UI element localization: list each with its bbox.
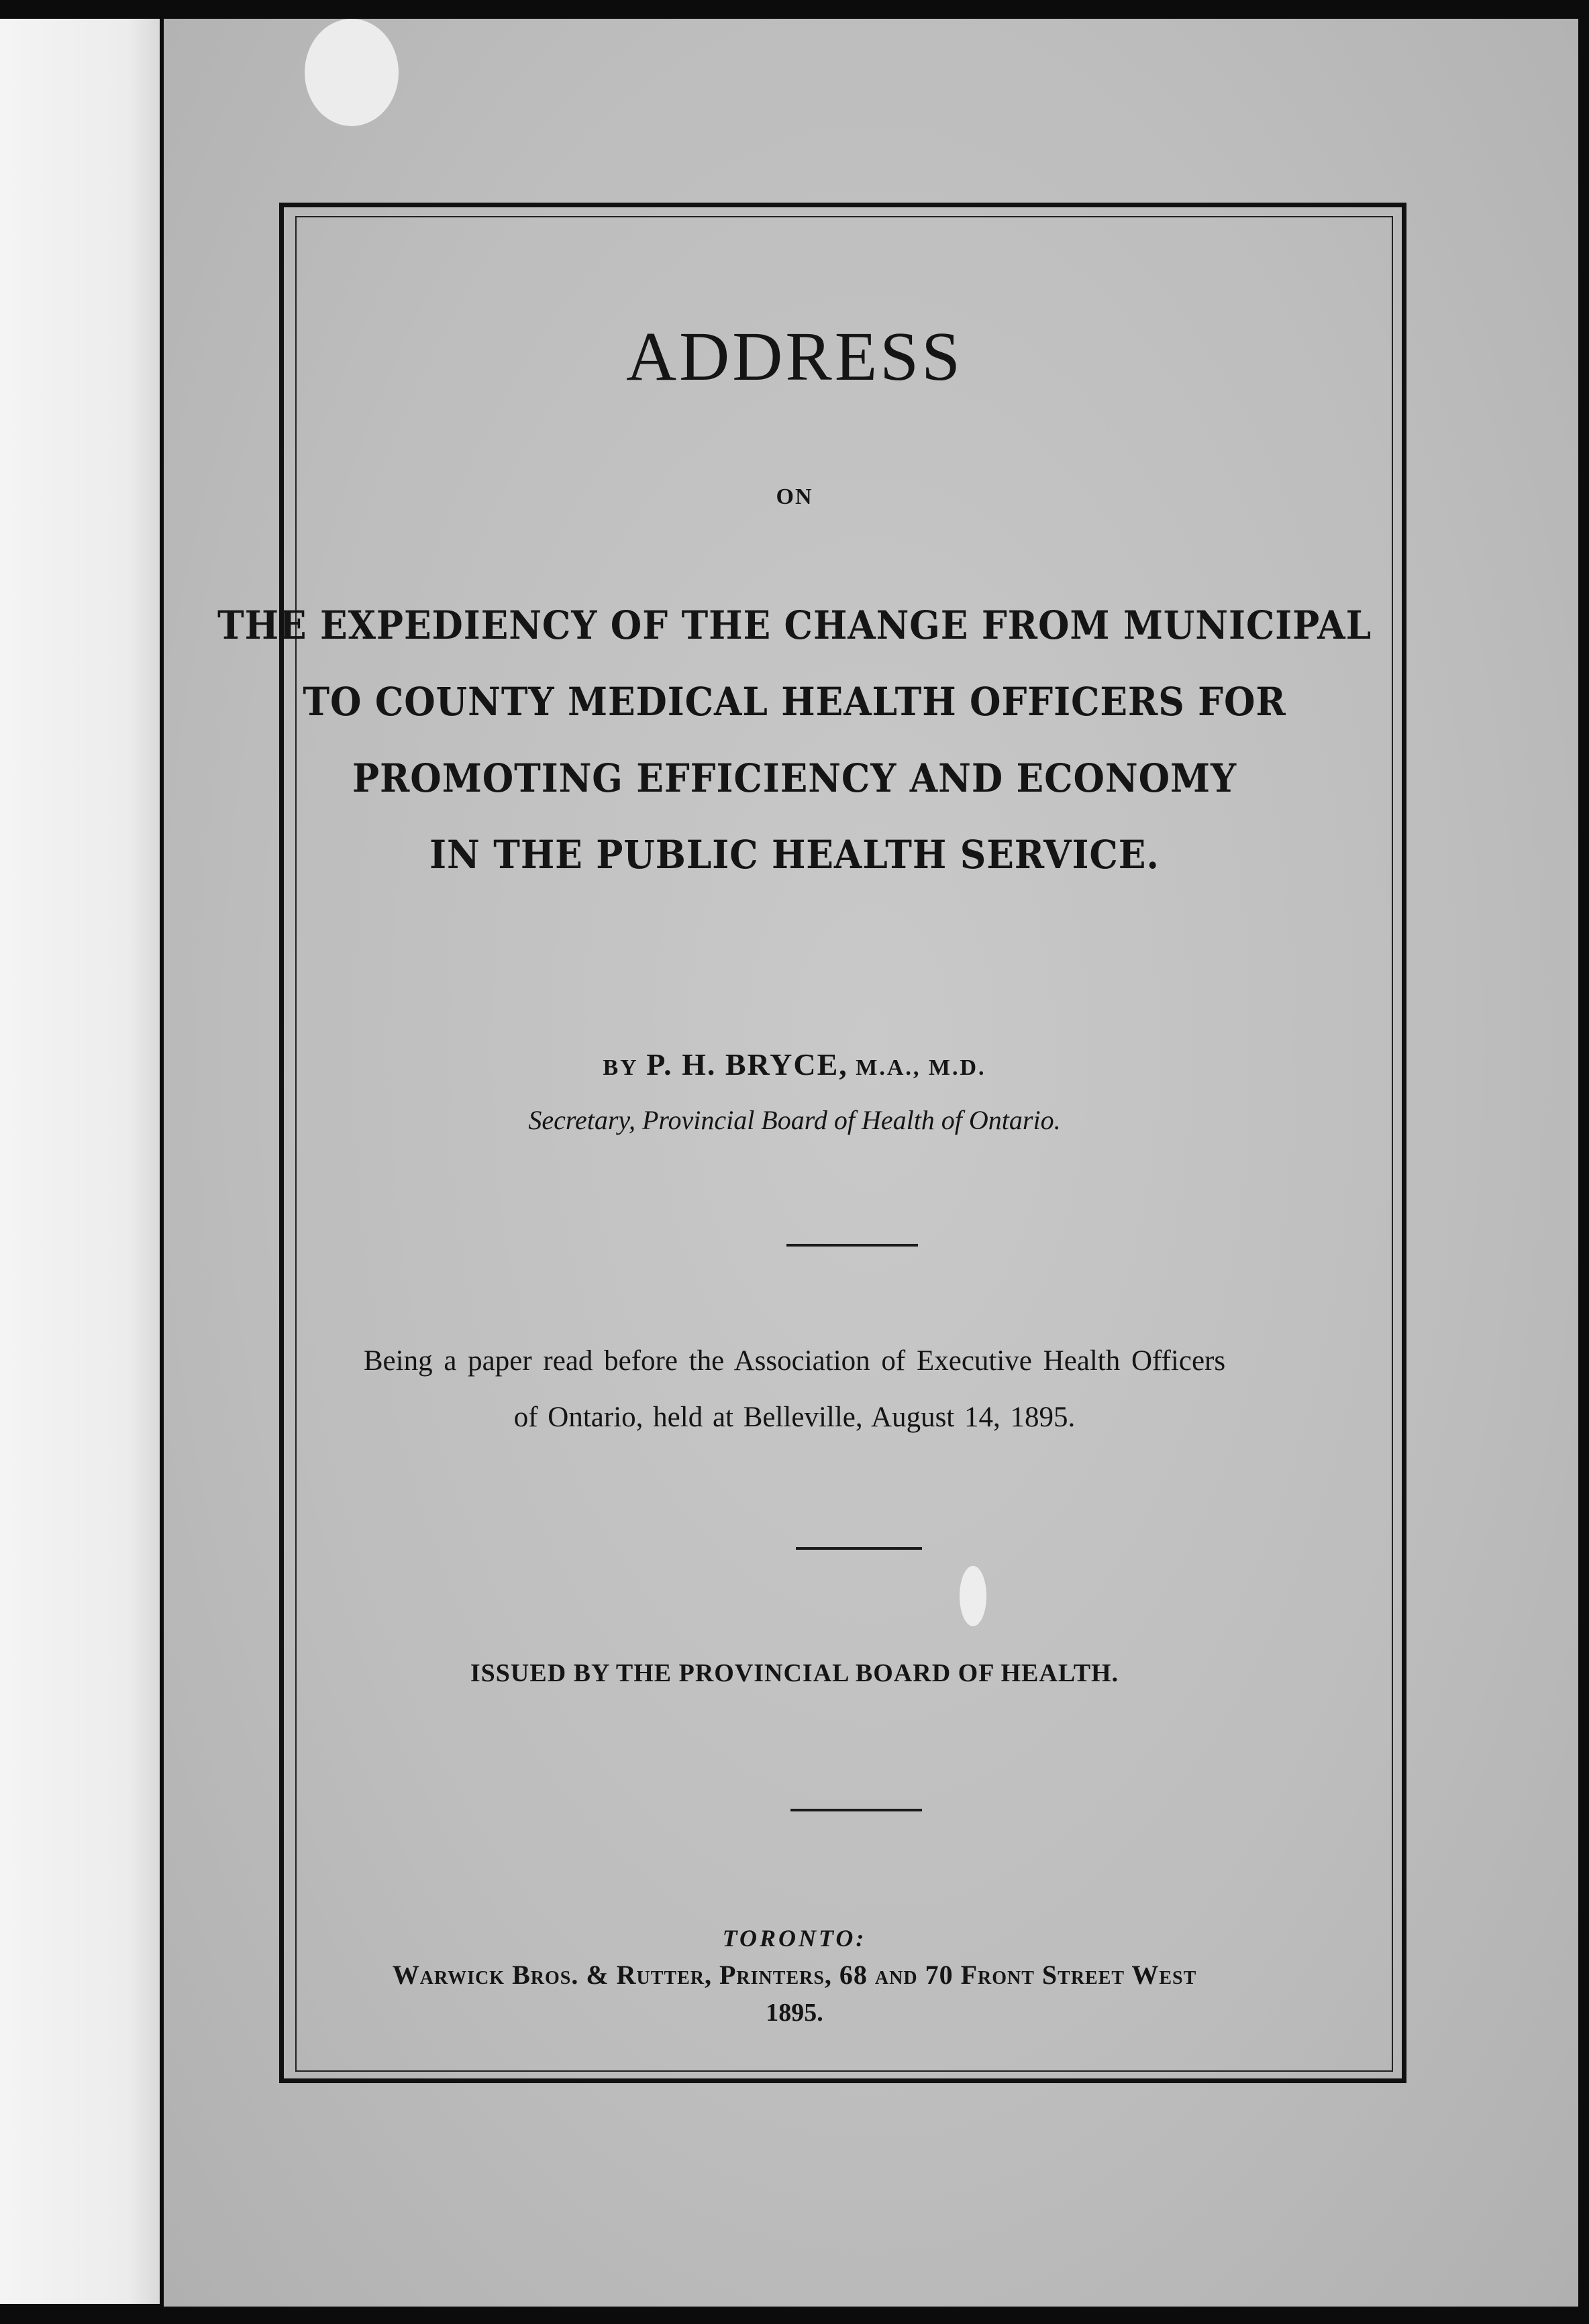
- divider-rule: [790, 1809, 922, 1811]
- issuer-statement: ISSUED BY THE PROVINCIAL BOARD OF HEALTH.: [470, 1659, 1119, 1687]
- occasion-line: Being a paper read before the Association of Executive Health Officers: [363, 1345, 1226, 1377]
- imprint-printer: Warwick Bros. & Rutter, Printers, 68 and 70 Front Street West: [392, 1960, 1197, 1990]
- occasion-line: of Ontario, held at Belleville, August 14, 1895.: [513, 1402, 1076, 1433]
- imprint-year: 1895.: [766, 1999, 823, 2027]
- author-name: P. H. BRYCE,: [646, 1047, 848, 1081]
- subject-line: THE EXPEDIENCY OF THE CHANGE FROM MUNICIPAL: [217, 602, 1372, 648]
- divider-rule: [786, 1244, 918, 1247]
- paper-blotch: [305, 19, 399, 126]
- title-address: ADDRESS: [626, 318, 963, 395]
- subject-line: IN THE PUBLIC HEALTH SERVICE.: [429, 832, 1160, 878]
- subject-line: TO COUNTY MEDICAL HEALTH OFFICERS FOR: [303, 679, 1286, 725]
- imprint-city: TORONTO:: [722, 1925, 867, 1952]
- subject-line: PROMOTING EFFICIENCY AND ECONOMY: [352, 755, 1237, 801]
- author-degrees: M.A., M.D.: [856, 1055, 986, 1080]
- divider-rule: [796, 1547, 922, 1550]
- author-byline: [0, 1047, 1589, 1082]
- title-connector: ON: [776, 484, 813, 509]
- byline-by: BY: [603, 1055, 639, 1080]
- author-role: Secretary, Provincial Board of Health of Ontario.: [528, 1105, 1061, 1135]
